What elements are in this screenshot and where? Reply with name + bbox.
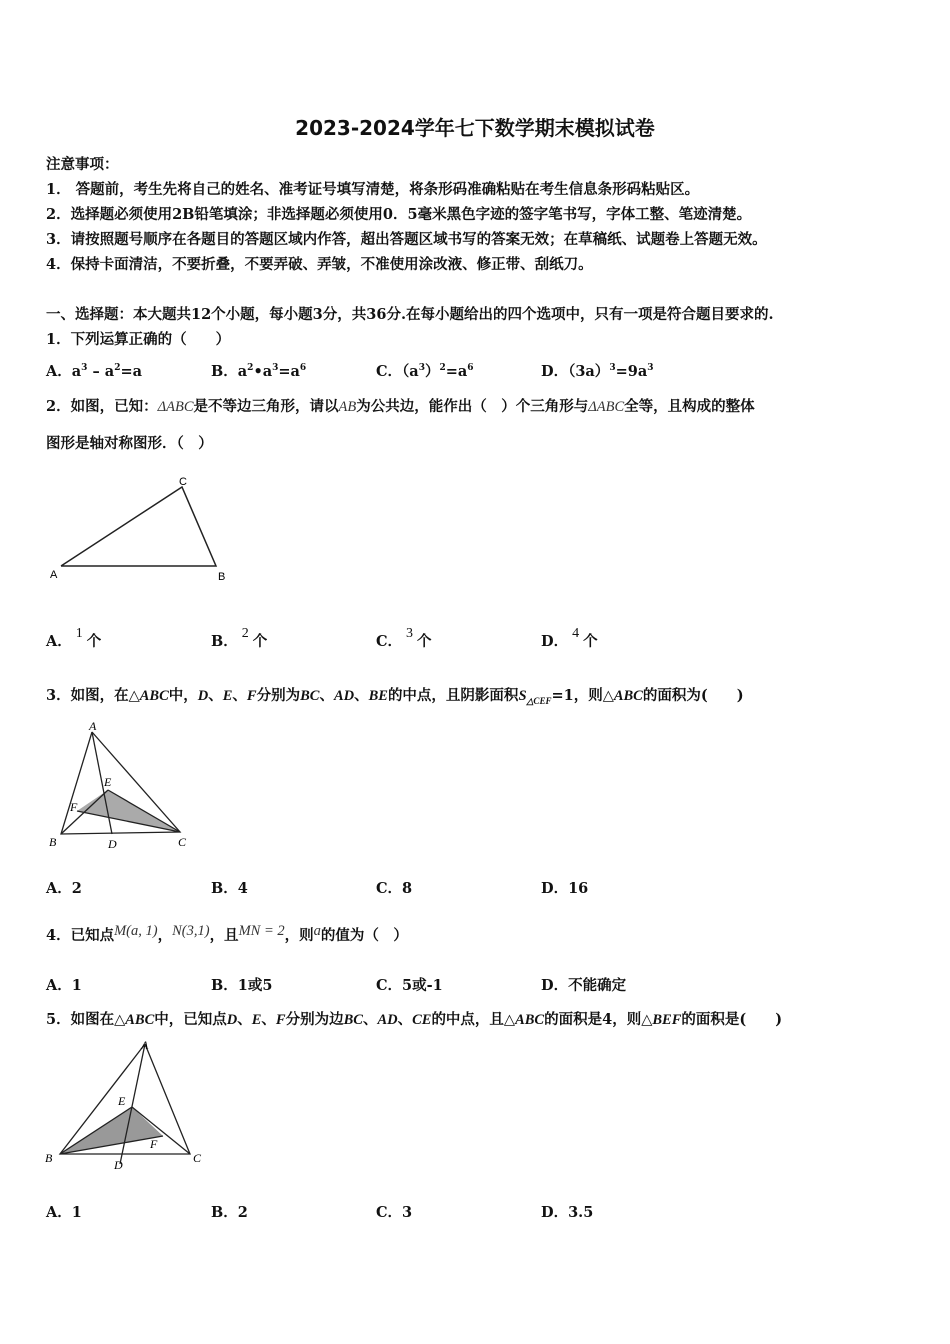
q3-option-d: D．16 <box>541 880 589 897</box>
q4-option-d: D．不能确定 <box>541 977 627 994</box>
q5-triangle-figure <box>40 1034 215 1179</box>
q2-label-b: B <box>218 571 226 583</box>
q2-stem-line2: 图形是轴对称图形．（ ） <box>46 435 213 452</box>
q3-triangle-figure <box>44 718 204 853</box>
notice-item-4: 4．保持卡面清洁，不要折叠，不要弄破、弄皱，不准使用涂改液、修正带、刮纸刀。 <box>46 256 593 273</box>
q3-label-b: B <box>49 835 57 849</box>
q2-stem-line1: 2．如图，已知：ΔABC是不等边三角形，请以AB为公共边，能作出（ ）个三角形与ΔABC全等，且构成的整体 <box>46 398 755 415</box>
q2-option-d: D． 4 个 <box>541 626 598 650</box>
q5-label-b: B <box>45 1151 53 1165</box>
q2-triangle-figure <box>44 472 244 587</box>
q2-option-c: C． 3 个 <box>376 626 432 650</box>
q3-option-c: C．8 <box>376 880 413 897</box>
q3-label-a: A <box>89 719 97 733</box>
notice-heading: 注意事项： <box>46 156 119 173</box>
q2-option-b: B． 2 个 <box>211 626 268 650</box>
q5-label-c: C <box>193 1151 202 1165</box>
q3-label-d: D <box>108 837 117 851</box>
section-heading: 一、选择题：本大题共12个小题，每小题3分，共36分.在每小题给出的四个选项中，只有一项是符合题目要求的. <box>46 306 774 323</box>
q4-option-c: C．5或-1 <box>376 977 443 994</box>
page-title: 2023-2024学年七下数学期末模拟试卷 <box>295 116 655 140</box>
q1-option-a: A．$a^3 - a^2=a$ <box>46 363 142 380</box>
q4-stem: 4．已知点M(a, 1)，N(3,1)，且MN = 2，则a的值为（ ） <box>46 923 408 944</box>
q5-label-d: D <box>114 1158 123 1172</box>
q5-option-d: D．3.5 <box>541 1204 594 1221</box>
q5-label-a: A <box>141 1038 149 1052</box>
q4-option-b: B．1或5 <box>211 977 273 994</box>
q3-option-a: A．2 <box>46 880 82 897</box>
q5-label-e: E <box>118 1094 126 1108</box>
notice-item-2: 2．选择题必须使用2B铅笔填涂；非选择题必须使用0．5毫米黑色字迹的签字笔书写，字体工整、笔迹清楚。 <box>46 206 752 223</box>
q5-option-c: C．3 <box>376 1204 413 1221</box>
q3-option-b: B．4 <box>211 880 248 897</box>
notice-item-1: 1． 答题前，考生先将自己的姓名、准考证号填写清楚，将条形码准确粘贴在考生信息条形码粘贴区。 <box>46 181 700 198</box>
q1-stem: 1．下列运算正确的（ ） <box>46 331 231 348</box>
q3-label-e: E <box>104 775 112 789</box>
notice-item-3: 3．请按照题号顺序在各题目的答题区域内作答，超出答题区域书写的答案无效；在草稿纸、试题卷上答题无效。 <box>46 231 767 248</box>
q2-option-a: A． 1 个 <box>46 626 102 650</box>
q5-stem: 5．如图在△ABC中，已知点D、E、F分别为边BC、AD、CE的中点，且△ABC的面积是4，则△BEF的面积是( ) <box>46 1011 783 1028</box>
q5-option-b: B．2 <box>211 1204 248 1221</box>
q3-label-f: F <box>70 800 78 814</box>
q2-label-a: A <box>50 569 58 581</box>
q4-option-a: A．1 <box>46 977 82 994</box>
q1-option-b: B．$a^2•a^3=a^6$ <box>211 363 307 380</box>
q5-label-f: F <box>150 1137 158 1151</box>
q5-option-a: A．1 <box>46 1204 82 1221</box>
q2-label-c: C <box>179 476 187 488</box>
q3-label-c: C <box>178 835 187 849</box>
q3-stem: 3．如图，在△ABC中，D、E、F分别为BC、AD、BE的中点，且阴影面积$S_{\triangle CEF}=1$，则△ABC的面积为( ) <box>46 687 744 706</box>
q1-option-d: D．$(3a)^3=9a^3$ <box>541 363 654 380</box>
q1-option-c: C．$(a^3)^2=a^6$ <box>376 363 474 380</box>
